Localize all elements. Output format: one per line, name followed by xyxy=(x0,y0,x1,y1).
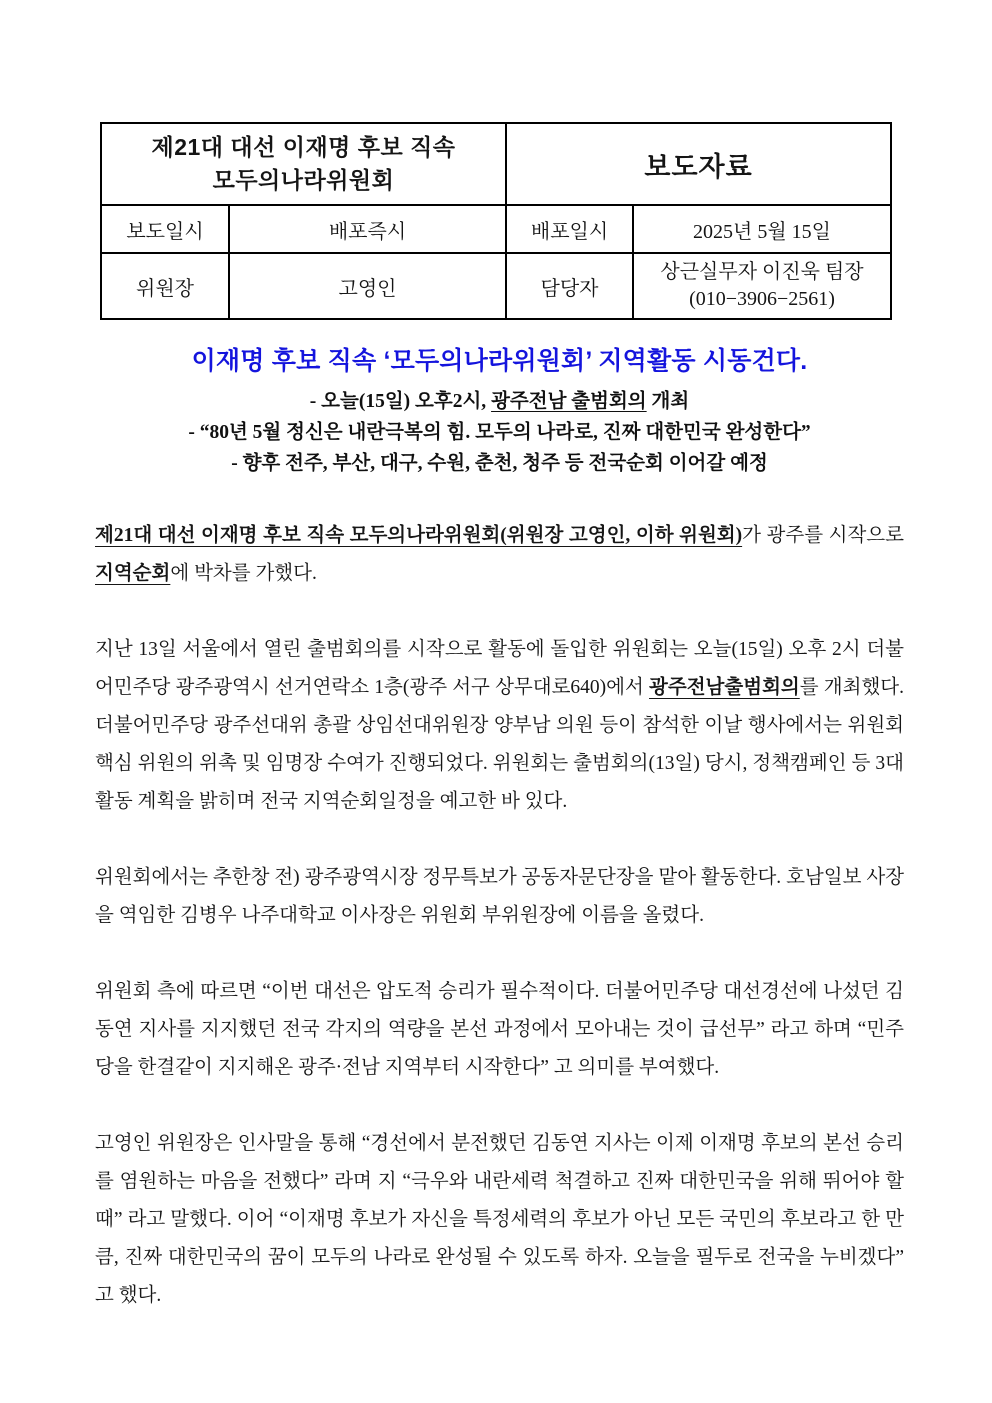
org-name-cell xyxy=(101,123,506,205)
doc-type-cell: 보도자료 xyxy=(506,123,891,205)
header-table-title-row xyxy=(101,123,891,205)
subhead-line1-underlined: 광주전남 출범회의 xyxy=(491,391,647,412)
paragraph-2-bold-underline: 광주전남출범회의 xyxy=(649,677,800,698)
release-date-label: 보도일시 xyxy=(101,205,229,253)
subhead-line1-prefix: - 오늘(15일) 오후2시, xyxy=(309,391,492,412)
org-name-line1: 제21대 대선 이재명 후보 직속 xyxy=(151,134,456,160)
paragraph-1-bold-underline-2: 지역순회 xyxy=(95,563,171,584)
header-table-info-row-2 xyxy=(101,253,891,319)
distribution-date-label: 배포일시 xyxy=(506,205,633,253)
subhead-line2: - “80년 5월 정신은 내란극복의 힘. 모두의 나라로, 진짜 대한민국 완성한다” xyxy=(188,422,811,443)
subhead-line1-suffix: 개최 xyxy=(646,391,690,412)
paragraph-5: 고영인 위원장은 인사말을 통해 “경선에서 분전했던 김동연 지사는 이제 이재명 후보의 본선 승리를 염원하는 마음을 전했다” 라며 지 “극우와 내란세력 척결하고 진짜 대한민국을 위해 뛰어야 할 때” 라고 말했다. 이어 “이재명 후보가 자신을 특정세력의 후보가 아닌 모든 국민의 후보라고 한 만큼, 진짜 대한민국의 꿈이 모두의 나라로 완성될 수 있도록 하자. 오늘을 필두로 전국을 누비겠다” 고 했다. xyxy=(95,1133,904,1306)
paragraph-1-text-1: 가 광주를 시작으로 xyxy=(742,525,904,546)
contact-person-label: 담당자 xyxy=(506,253,633,319)
header-table-info-row-1 xyxy=(101,205,891,253)
distribution-date-value: 2025년 5월 15일 xyxy=(633,205,891,253)
paragraph-1-text-2: 에 박차를 가했다. xyxy=(170,563,317,584)
paragraph-2-text-1: 지난 13일 서울에서 열린 출범회의를 시작으로 활동에 돌입한 위원회는 오늘(15일) 오후 2시 더불어민주당 광주광역시 선거연락소 1층(광주 서구 상무대로640)에서 xyxy=(95,639,904,698)
body-text xyxy=(95,517,904,1315)
paragraph-2-text-2: 를 개최했다. 더불어민주당 광주선대위 총괄 상임선대위원장 양부남 의원 등이 참석한 이날 행사에서는 위원회 핵심 위원의 위촉 및 임명장 수여가 진행되었다. 위원회는 출범회의(13일) 당시, 정책캠페인 등 3대 활동 계획을 밝히며 전국 지역순회일정을 예고한 바 있다. xyxy=(95,677,904,812)
paragraph-2 xyxy=(95,631,904,821)
subhead-line1 xyxy=(95,386,904,417)
paragraph-1-bold-underline-1: 제21대 대선 이재명 후보 직속 모두의나라위원회(위원장 고영인, 이하 위원회) xyxy=(95,525,743,546)
subheads xyxy=(95,386,904,479)
contact-person-name: 상근실무자 이진욱 팀장 xyxy=(660,261,864,283)
headline: 이재명 후보 직속 ‘모두의나라위원회’ 지역활동 시동건다. xyxy=(191,347,808,375)
paragraph-3: 위원회에서는 추한창 전) 광주광역시장 정무특보가 공동자문단장을 맡아 활동한다. 호남일보 사장을 역임한 김병우 나주대학교 이사장은 위원회 부위원장에 이름을 올렸다. xyxy=(95,867,904,926)
chairperson-label: 위원장 xyxy=(101,253,229,319)
paragraph-4: 위원회 측에 따르면 “이번 대선은 압도적 승리가 필수적이다. 더불어민주당 대선경선에 나섰던 김동연 지사를 지지했던 전국 각지의 역량을 본선 과정에서 모아내는 것이 급선무” 라고 하며 “민주당을 한결같이 지지해온 광주·전남 지역부터 시작한다” 고 의미를 부여했다. xyxy=(95,981,904,1078)
contact-person-phone: (010−3906−2561) xyxy=(689,288,835,310)
paragraph-1 xyxy=(95,517,904,593)
release-date-value: 배포즉시 xyxy=(229,205,506,253)
subhead-line3: - 향후 전주, 부산, 대구, 수원, 춘천, 청주 등 전국순회 이어갈 예정 xyxy=(231,453,768,474)
chairperson-value: 고영인 xyxy=(229,253,506,319)
header-table xyxy=(100,122,892,320)
contact-person-value xyxy=(633,253,891,319)
org-name-line2: 모두의나라위원회 xyxy=(212,167,395,193)
